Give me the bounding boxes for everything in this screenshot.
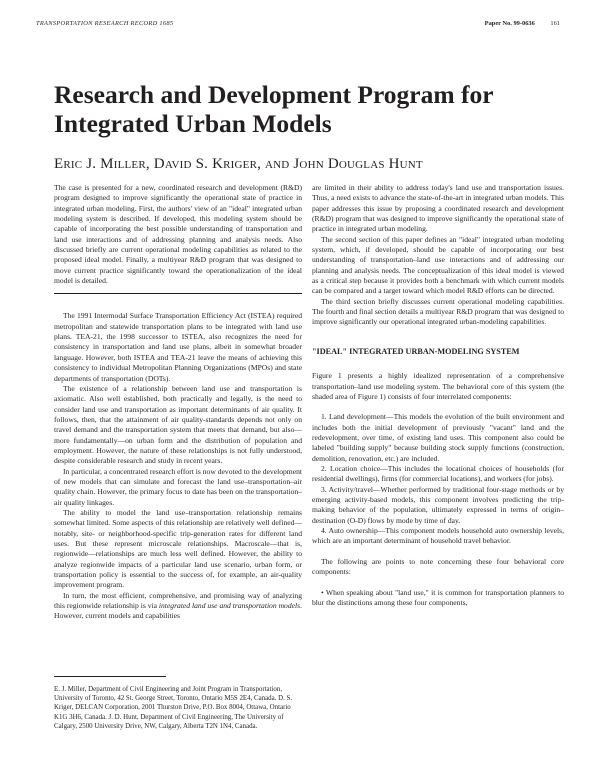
body-paragraph: The ability to model the land use–transportation relationship remains somewhat limited. Some aspects of this relationship are relatively well defined—notably, site- or neighborhood-specific trip-generation rates for different land uses. But these represent microscale relationships. Macroscale—that is, regionwide—relationships are much less well defined. However, the ability to analyze regionwide impacts of a particular land use scenario, urban form, or transportation policy is essential to the success of, for example, an air-quality improvement program. xyxy=(54,507,302,590)
list-item: 2. Location choice—This includes the locational choices of households (for residential dwellings), firms (for commercial locations), and workers (for jobs). xyxy=(312,464,564,484)
right-column xyxy=(312,183,564,608)
bullet-item: • When speaking about "land use," it is common for transportation planners to blur the distinctions among these four components, xyxy=(312,587,564,607)
page-header-right xyxy=(485,20,560,27)
authors: Eric J. Miller, David S. Kriger, and John Douglas Hunt xyxy=(54,156,423,172)
body-paragraph: The following are points to note concerning these four behavioral core components: xyxy=(312,556,564,577)
body-paragraph: The second section of this paper defines an "ideal" integrated urban modeling system, which, if developed, should be capable of incorporating our best understanding of transportation–land use interactions and of addressing our planning and analysis needs. The conceptualization of this ideal model is viewed as a critical step because it provides both a benchmark with which current models can be compared and a target toward which model R&D efforts can be directed. xyxy=(312,234,564,296)
journal-header: TRANSPORTATION RESEARCH RECORD 1685 xyxy=(36,20,174,27)
list-item: 4. Auto ownership—This component models household auto ownership levels, which are an important determinant of household travel behavior. xyxy=(312,526,564,546)
body-paragraph: In particular, a concentrated research effort is now devoted to the development of new models that can simulate and forecast the land use–transportation–air quality chain. However, the primary focus to date has been on the transportation–air quality linkages. xyxy=(54,466,302,507)
body-paragraph: are limited in their ability to address today's land use and transportation issues. Thus, a need exists to advance the state-of-the-art in integrated urban models. This paper addresses this issue by proposing a coordinated research and development (R&D) program that was designed to improve significantly the operational state of practice in integrated urban modeling. xyxy=(312,183,564,234)
list-item: 1. Land development—This models the evolution of the built environment and includes both the initial development of previously "vacant" land and the redevelopment, over time, of existing land uses. This component also could be labeled "building supply" because building stock supply functions (construction, demolition, renovation, etc.) are included. xyxy=(312,412,564,463)
italic-term: integrated land use and transportation models xyxy=(158,601,301,611)
text-run: . However, current models and capabilities xyxy=(54,601,302,621)
body-paragraph: The 1991 Intermodal Surface Transportation Efficiency Act (ISTEA) required metropolitan and statewide transportation plans to be integrated with land use plans. TEA-21, the 1998 successor to ISTEA, also recognizes the need for consistency in transportation and land use plans, albeit in somewhat broader language. However, both ISTEA and TEA-21 leave the means of achieving this consistency to individual Metropolitan Planning Organizations (MPOs) and state departments of transportation (DOTs). xyxy=(54,311,302,383)
section-heading: "IDEAL" INTEGRATED URBAN-MODELING SYSTEM xyxy=(312,346,520,356)
abstract xyxy=(54,183,302,286)
abstract-divider xyxy=(54,293,302,294)
author-affiliations: E. J. Miller, Department of Civil Engineering and Joint Program in Transportation, University of Toronto, 42 St. George Street, Toronto, Ontario M5S 2E4, Canada. D. S. Kriger, DELCAN Corporation, 2001 Thurston Drive, P.O. Box 8004, Ottawa, Ontario K1G 3H6, Canada. J. D. Hunt, Department of Civil Engineering, The University of Calgary, 2500 University Drive, NW, Calgary, Alberta T2N 1N4, Canada. xyxy=(54,686,293,730)
body-paragraph: Figure 1 presents a highly idealized representation of a comprehensive transportation–land use modeling system. The behavioral core of this system (the shaded area of Figure 1) consists of four interrelated components: xyxy=(312,371,564,401)
footnote-divider xyxy=(54,676,166,677)
body-paragraph xyxy=(54,591,302,622)
paper-title: Research and Development Program for Integrated Urban Models xyxy=(54,80,494,138)
paper-number: Paper No. 99-0636 xyxy=(484,20,535,27)
page-number: 161 xyxy=(550,20,560,27)
list-item: 3. Activity/travel—Whether performed by traditional four-stage methods or by emerging activity-based models, this component involves predicting the trip-making behavior of the population, ultimately expressed in terms of origin–destination (O-D) flows by mode by time of day. xyxy=(312,484,564,525)
abstract-text: The case is presented for a new, coordinated research and development (R&D) program designed to improve significantly the operational state of practice in integrated urban modeling. First, the authors' view of an "ideal" integrated urban modeling system is described. If developed, this modeling system should be capable of incorporating the best possible understanding of transportation and land use interactions and of addressing planning and analysis needs. Also discussed briefly are current operational modeling capabilities as related to the proposed ideal model. Finally, a multiyear R&D program that was designed to move current practice significantly toward the operationalization of the ideal model is detailed. xyxy=(54,183,302,286)
left-column xyxy=(54,183,302,622)
body-paragraph: The third section briefly discusses current operational modeling capabilities. The fourth and final section details a multiyear R&D program that was designed to improve significantly our operational integrated urban-modeling capabilities. xyxy=(312,296,565,327)
text-run: In turn, the most efficient, comprehensive, and promising way of analyzing this regionwide relationship is via xyxy=(54,590,302,611)
body-paragraph: The existence of a relationship between land use and transportation is axiomatic. Also well established, both practically and legally, is the need to consider land use and transportation as important determinants of air quality. It follows, then, that the attainment of air quality-standards depends not only on travel demand and the transportation system that meets that demand, but also—more fundamentally—on urban form and the distribution of population and employment. However, the nature of these relationships is not fully understood, despite considerable research and study in recent years. xyxy=(54,383,302,466)
